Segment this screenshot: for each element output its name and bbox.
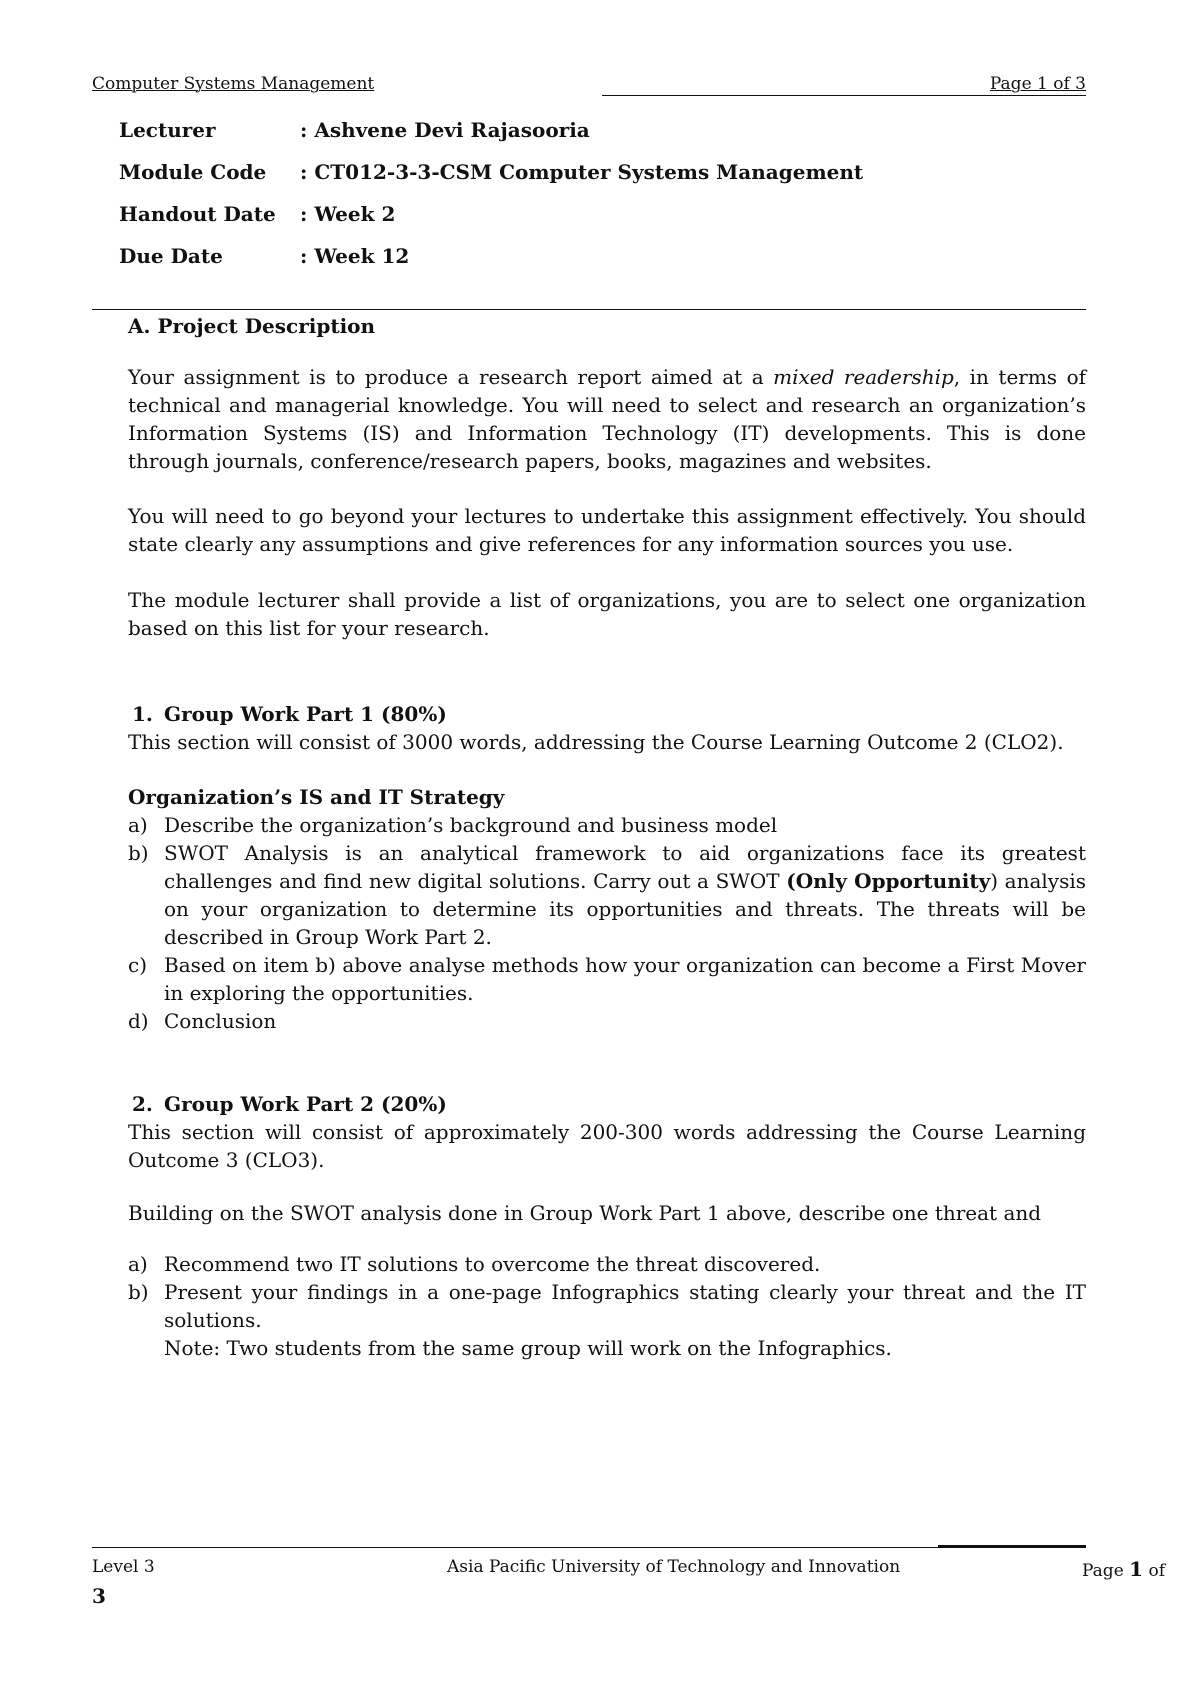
list-item-text: Present your findings in a one-page Infographics stating clearly your threat and the IT solutions. [164, 1280, 1086, 1332]
list-item-text: Describe the organization’s background and business model [164, 813, 778, 837]
paragraph-text: , in terms of technical and managerial knowledge. You will need to select and research an organization’s Information Systems (IS) and Information Technology (IT) developments. This is done through journals, conference/research papers, books, magazines and websites. [128, 365, 1087, 473]
part-2-heading [128, 1090, 1086, 1118]
list-item [128, 839, 1086, 951]
list-item-text: Conclusion [164, 1009, 277, 1033]
heading-text: Group Work Part 2 (20%) [164, 1092, 447, 1116]
info-row-due-date [119, 244, 863, 286]
part-2-list [128, 1250, 1086, 1362]
footer-page-number: Page 1 of [1082, 1557, 1166, 1581]
info-value: : CT012-3-3-CSM Computer Systems Management [300, 160, 864, 184]
section-a-paragraph-2 [128, 502, 1086, 558]
bold-text: (Only Opportunity [786, 869, 991, 893]
part-1-block [128, 700, 1086, 756]
running-header [92, 74, 1086, 98]
footer-rule [92, 1547, 1086, 1548]
section-a-paragraph-1 [128, 363, 1086, 475]
part-2-block [128, 1090, 1086, 1174]
list-marker: b) [128, 1280, 149, 1304]
list-number: 2. [132, 1092, 153, 1116]
list-item-text: Based on item b) above analyse methods how your organization can become a First Mover in exploring the opportunities. [164, 953, 1086, 1005]
assignment-info [119, 118, 863, 286]
section-a-heading: A. Project Description [128, 314, 376, 338]
header-page-number: Page 1 of 3 [989, 74, 1086, 94]
list-item [128, 951, 1086, 1007]
paragraph-text: The module lecturer shall provide a list of organizations, you are to select one organization based on this list for your research. [128, 588, 1086, 640]
heading-text: Group Work Part 1 (80%) [164, 702, 447, 726]
section-divider [92, 309, 1086, 310]
footer-rule-accent [938, 1545, 1086, 1548]
list-item [128, 1007, 1086, 1035]
part-1-strategy-block [128, 783, 1086, 1035]
info-label: Due Date [119, 244, 223, 268]
footer-level: Level 3 [92, 1557, 155, 1577]
info-value: : Week 12 [300, 244, 410, 268]
list-marker: a) [128, 1252, 148, 1276]
footer-page-total: 3 [92, 1584, 106, 1608]
info-value: : Ashvene Devi Rajasooria [300, 118, 590, 142]
paragraph-text: Your assignment is to produce a research report aimed at a [128, 365, 774, 389]
strategy-subheading: Organization’s IS and IT Strategy [128, 785, 505, 809]
list-marker: c) [128, 953, 148, 977]
list-marker: b) [128, 841, 149, 865]
header-rule [602, 95, 1086, 96]
emphasis-text: mixed readership [773, 365, 954, 389]
part-1-heading [128, 700, 1086, 728]
part-2-lead: Building on the SWOT analysis done in Group Work Part 1 above, describe one threat and [128, 1201, 1042, 1225]
footer-institution: Asia Pacific University of Technology and Innovation [447, 1557, 901, 1577]
list-item [128, 1278, 1086, 1362]
info-value: : Week 2 [300, 202, 396, 226]
list-item-text: ) analysis on your organization to determine its opportunities and threats. The threats will be described in Group Work Part 2. [164, 869, 1087, 949]
part-1-intro: This section will consist of 3000 words, addressing the Course Learning Outcome 2 (CLO2). [128, 730, 1064, 754]
list-marker: d) [128, 1009, 149, 1033]
list-marker: a) [128, 813, 148, 837]
info-row-handout-date [119, 202, 863, 244]
part-2-lead-block [128, 1199, 1086, 1227]
paragraph-text: You will need to go beyond your lectures to undertake this assignment effectively. You should state clearly any assumptions and give references for any information sources you use. [128, 504, 1086, 556]
info-label: Lecturer [119, 118, 216, 142]
list-item [128, 811, 1086, 839]
info-label: Handout Date [119, 202, 276, 226]
section-a-heading-block [128, 312, 1086, 340]
info-row-lecturer [119, 118, 863, 160]
info-label: Module Code [119, 160, 267, 184]
list-number: 1. [132, 702, 153, 726]
list-item [128, 1250, 1086, 1278]
list-item-text: Recommend two IT solutions to overcome the threat discovered. [164, 1252, 821, 1276]
note-text: Note: Two students from the same group will work on the Infographics. [164, 1336, 892, 1360]
section-a-paragraph-3 [128, 586, 1086, 642]
list-item-text: SWOT Analysis is an analytical framework to aid organizations face its greatest challenges and find new digital solutions. Carry out a SWOT [164, 841, 1086, 893]
header-title: Computer Systems Management [92, 74, 375, 94]
part-2-intro: This section will consist of approximately 200-300 words addressing the Course Learning Outcome 3 (CLO3). [128, 1120, 1086, 1172]
info-row-module-code [119, 160, 863, 202]
